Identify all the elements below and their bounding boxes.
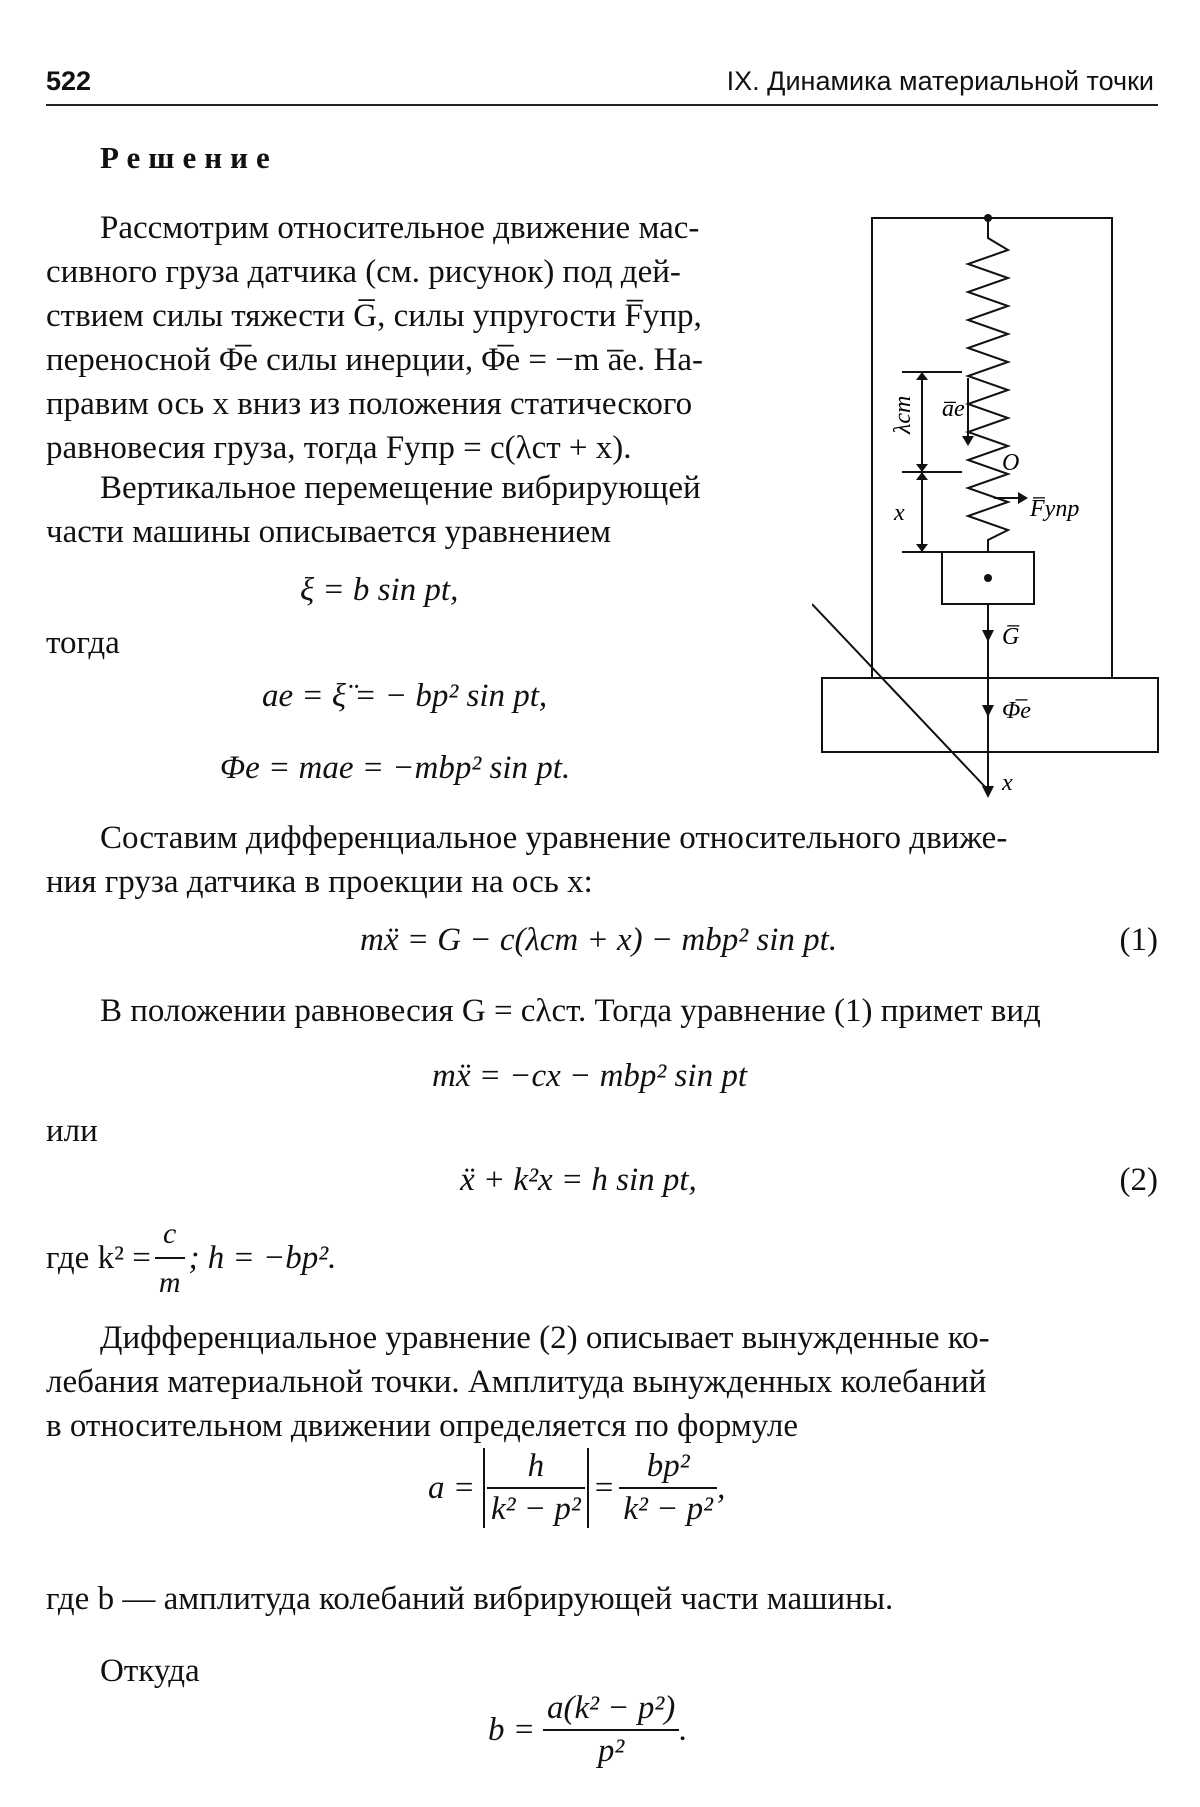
equation-1: mẍ = G − c(λст + x) − mbp² sin pt.: [360, 922, 838, 958]
where-k-prefix: где k² =: [46, 1239, 151, 1276]
header-rule: [46, 104, 1158, 106]
equation-2-number: (2): [1119, 1162, 1158, 1198]
intro-line: переносной Φ̅e силы инерции, Φ̅e = −m a̅e. На-: [46, 342, 703, 378]
fraction-denominator: m: [158, 1266, 181, 1299]
rhs-numerator: bp²: [619, 1448, 717, 1489]
section-heading: Решение: [100, 140, 278, 175]
equation-reduced: mẍ = −cx − mbp² sin pt: [432, 1058, 747, 1094]
label-x-axis: x: [1002, 770, 1013, 796]
abs-denominator: k² − p²: [491, 1491, 581, 1527]
equation-phi: Φe = mae = −mbp² sin pt.: [220, 750, 571, 786]
label-G: G̅: [1002, 624, 1020, 650]
diff-line: лебания материальной точки. Амплитуда вынужденных колебаний: [46, 1364, 987, 1400]
amplitude-equals: =: [594, 1469, 614, 1506]
label-lambda-st: λст: [890, 395, 916, 434]
where-k-line: [46, 1212, 336, 1304]
fraction-numerator: c: [155, 1212, 185, 1259]
abs-numerator: h: [487, 1448, 585, 1489]
machine-base: [822, 678, 1158, 752]
label-phi-e: Φ̅e: [1002, 698, 1031, 724]
where-k-suffix: ; h = −bp².: [188, 1239, 337, 1276]
intro-paragraph: [46, 206, 786, 470]
b-equation: [488, 1690, 687, 1770]
rhs-denominator: k² − p²: [623, 1491, 714, 1527]
amplitude-tail: ,: [717, 1469, 726, 1506]
b-lhs: b =: [488, 1711, 536, 1748]
diff-line: в относительном движении определяется по формуле: [46, 1408, 798, 1444]
where-b-line: где b — амплитуда колебаний вибрирующей части машины.: [46, 1581, 894, 1617]
chapter-title: IX. Динамика материальной точки: [726, 66, 1154, 96]
spring: [968, 218, 1008, 552]
sensor-figure: [812, 200, 1172, 800]
compose-paragraph: [46, 816, 1158, 904]
forced-oscillation-paragraph: [46, 1316, 1158, 1448]
equation-xi: ξ = b sin pt,: [300, 572, 459, 608]
vibration-line: части машины описывается уравнением: [46, 514, 612, 550]
intro-line: равновесия груза, тогда Fупр = c(λст + x).: [46, 430, 632, 466]
intro-line: ствием силы тяжести G̅, силы упругости F̅упр,: [46, 298, 702, 334]
equilibrium-line: В положении равновесия G = cλст. Тогда уравнение (1) примет вид: [100, 993, 1041, 1029]
word-ili: или: [46, 1113, 98, 1149]
amplitude-rhs-fraction: [619, 1448, 717, 1528]
word-otkuda: Откуда: [100, 1653, 200, 1689]
amplitude-equation: [428, 1448, 725, 1528]
c-over-m-fraction: [155, 1212, 185, 1304]
vibration-line: Вертикальное перемещение вибрирующей: [100, 470, 701, 506]
equation-1-number: (1): [1119, 922, 1158, 958]
compose-line: Составим дифференциальное уравнение относительного движе-: [100, 820, 1008, 856]
mass-center: [984, 574, 992, 582]
vibration-paragraph: [46, 466, 786, 554]
label-f-upr: F̅упр: [1030, 496, 1080, 522]
label-O: O: [1002, 450, 1020, 476]
intro-line: правим ось x вниз из положения статического: [46, 386, 693, 422]
label-x-left: x: [894, 500, 905, 526]
b-numerator: a(k² − p²): [543, 1690, 679, 1731]
b-tail: .: [679, 1711, 688, 1748]
diff-line: Дифференциальное уравнение (2) описывает вынужденные ко-: [100, 1320, 990, 1356]
absolute-value: [483, 1448, 589, 1528]
abs-fraction: [487, 1448, 585, 1528]
compose-line: ния груза датчика в проекции на ось x:: [46, 864, 593, 900]
equation-ae: ae = ξ̈ = − bp² sin pt,: [262, 678, 548, 714]
b-fraction: [543, 1690, 679, 1770]
equation-2: ẍ + k²x = h sin pt,: [460, 1162, 697, 1198]
word-togda: тогда: [46, 625, 120, 661]
amplitude-lhs: a =: [428, 1469, 476, 1506]
sensor-housing: [872, 218, 1112, 678]
b-denominator: p²: [597, 1733, 625, 1769]
intro-line: сивного груза датчика (см. рисунок) под дей-: [46, 254, 681, 290]
page-number: 522: [46, 66, 92, 96]
intro-line: Рассмотрим относительное движение мас-: [100, 210, 700, 246]
label-ae: a̅e: [942, 396, 965, 422]
